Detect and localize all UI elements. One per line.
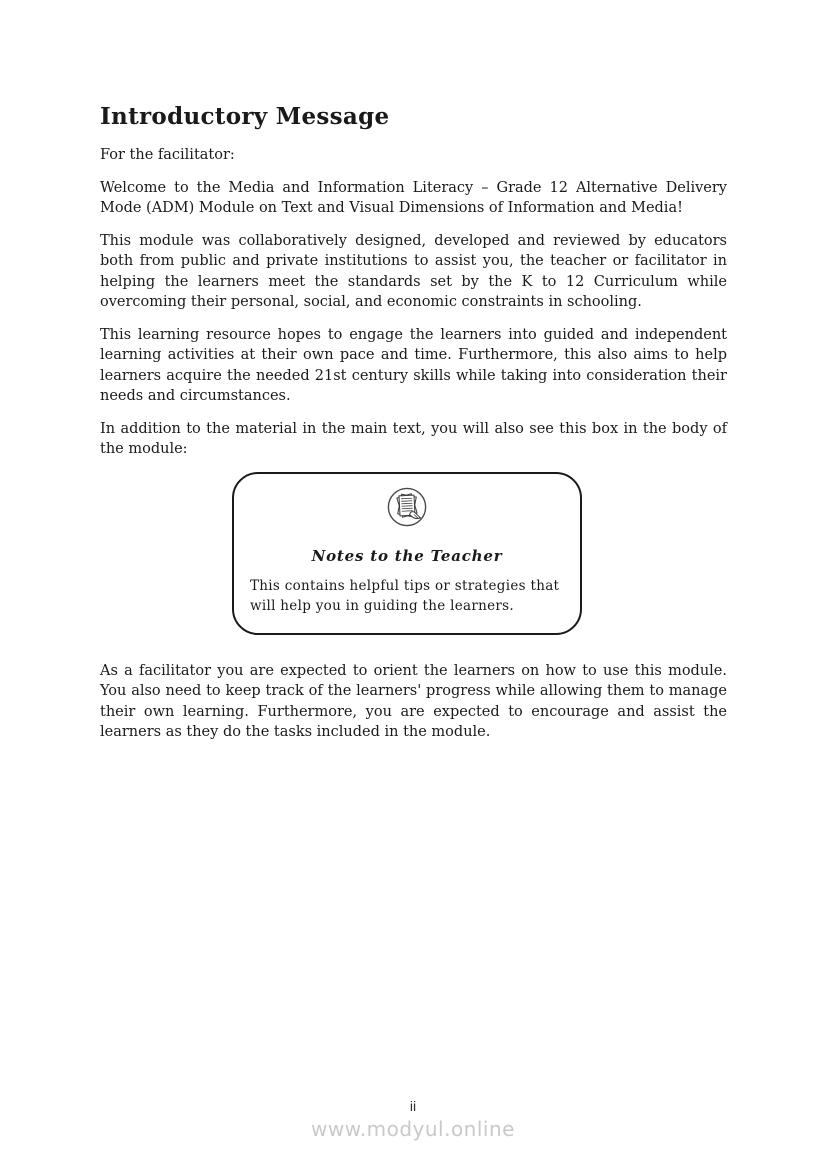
watermark-text: www.modyul.online [311,1117,515,1141]
paragraph-facilitator-role: As a facilitator you are expected to orient the learners on how to use this module. You also need to keep track of the learners' progress while allowing them to manage their own learning. Furthermore, you are expected to encourage and assist the learners as they do the tasks included in the module. [100,662,727,740]
salutation: For the facilitator: [100,147,235,163]
notes-box-body: This contains helpful tips or strategies that will help you in guiding the learners. [250,577,560,614]
page-title: Introductory Message [100,103,390,130]
paragraph-learning-resource: This learning resource hopes to engage the learners into guided and independent learning activities at their own pace and time. Furthermore, this also aims to help learners acquire the needed 21st century skills while taking into consideration their needs and circumstances. [100,326,727,404]
notes-box-heading: Notes to the Teacher [311,546,503,565]
page-number: ii [409,1098,417,1114]
notes-to-teacher-box [232,472,582,635]
paragraph-welcome: Welcome to the Media and Information Literacy – Grade 12 Alternative Delivery Mode (ADM) Module on Text and Visual Dimensions of Information and Media! [100,179,727,216]
notes-hand-icon [387,487,427,527]
paragraph-module-design: This module was collaboratively designed, developed and reviewed by educators both from public and private institutions to assist you, the teacher or facilitator in helping the learners meet the standards set by the K to 12 Curriculum while overcoming their personal, social, and economic constraints in schooling. [100,232,727,310]
paragraph-in-addition: In addition to the material in the main text, you will also see this box in the body of the module: [100,420,727,457]
